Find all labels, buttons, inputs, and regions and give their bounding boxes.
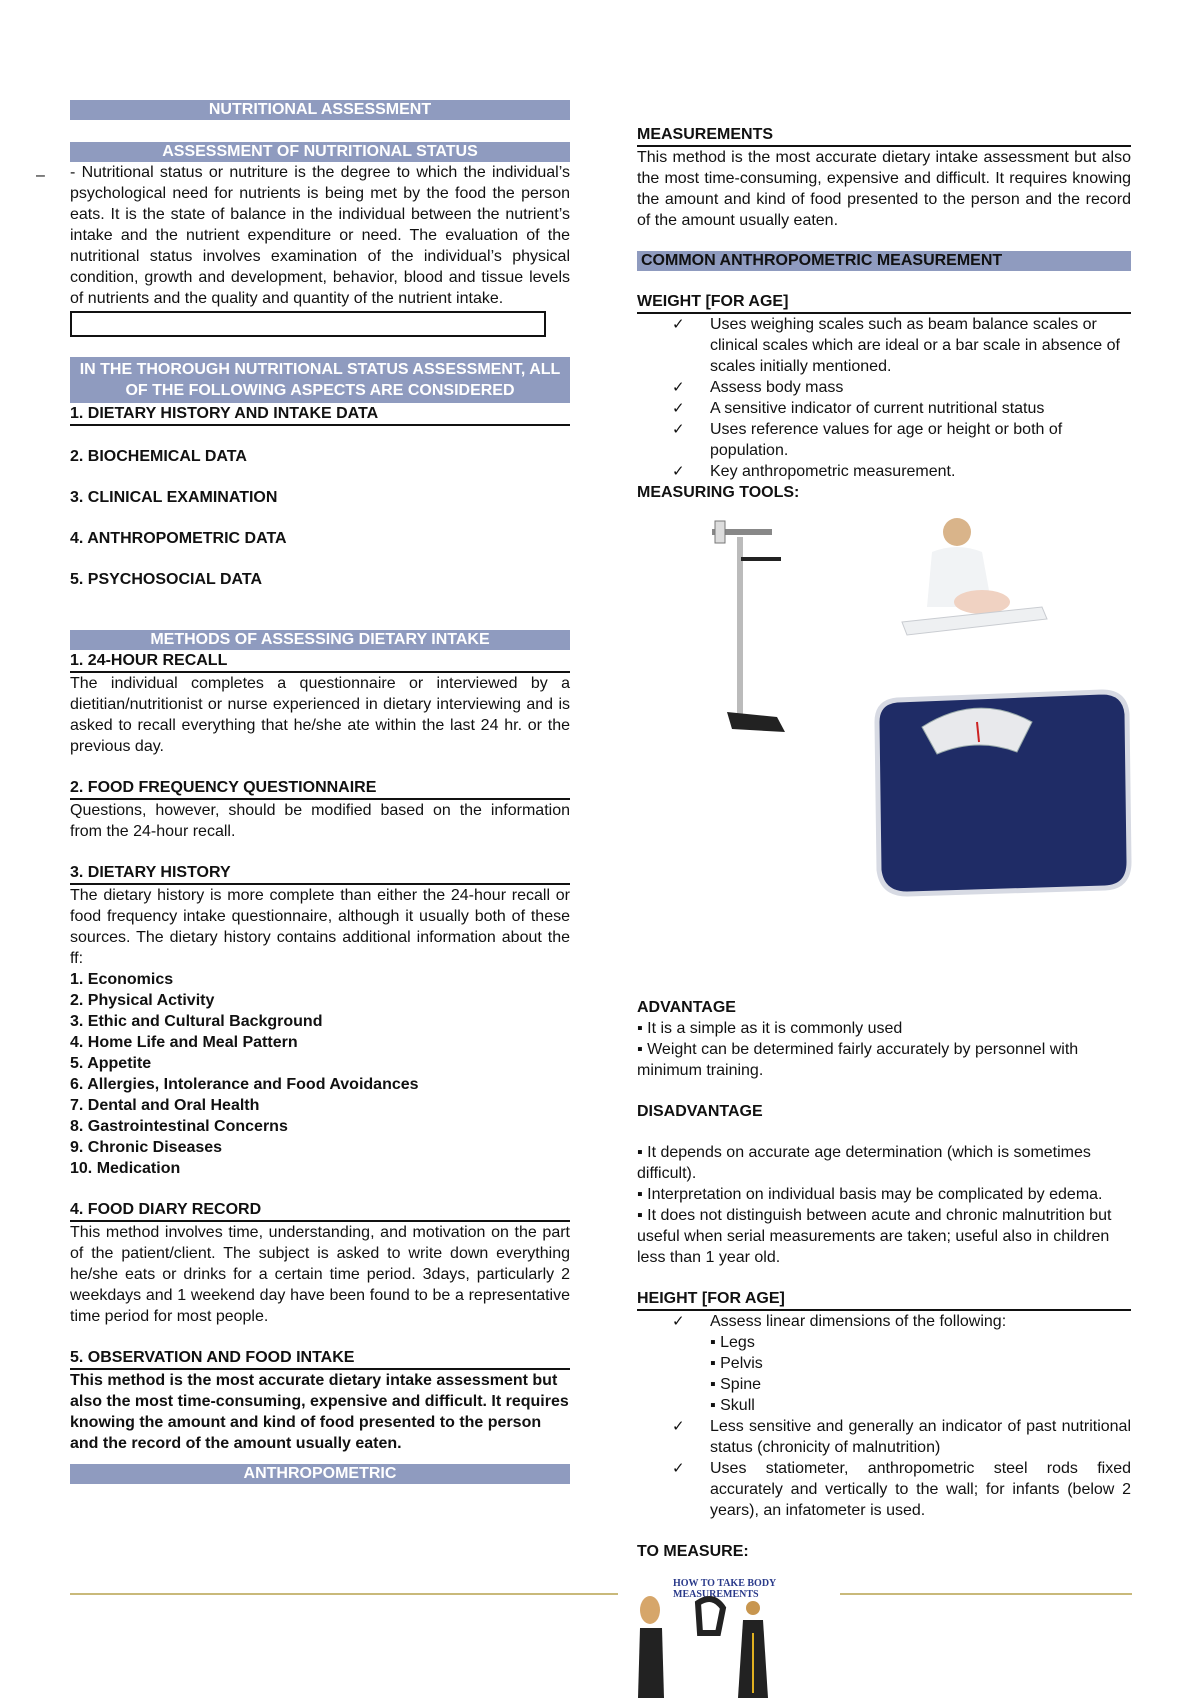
check-item-text: Assess linear dimensions of the following:	[710, 1313, 1007, 1330]
check-item: ✓ A sensitive indicator of current nutritional status	[672, 398, 1131, 419]
list-item: ▪ Spine	[710, 1376, 762, 1393]
list-item: ▪ Skull	[710, 1397, 755, 1414]
check-item: ✓ Uses statiometer, anthropometric steel rods fixed accurately and vertically to the wall; for infants (below 2 years), an infatometer is used.	[672, 1458, 1131, 1521]
intro-paragraph: - Nutritional status or nutriture is the degree to which the individual’s psychological need for nutrients is being met by the food the person eats. It is the state of balance in the individual between the nutrient’s intake and the nutrient expenditure or need. The evaluation of the nutritional status involves examination of the individual’s physical condition, growth and development, behavior, blood and tissue levels of nutrients and the quality and quantity of the nutrient intake.	[70, 164, 570, 307]
weight-checklist	[637, 314, 1131, 482]
tools-title: MEASURING TOOLS:	[637, 484, 800, 501]
disadvantage-list	[637, 1142, 1131, 1268]
list-item: 9. Chronic Diseases	[70, 1139, 223, 1156]
measuring-tools-images	[637, 507, 1131, 977]
method-2-text: Questions, however, should be modified based on the information from the 24-hour recall.	[70, 802, 570, 840]
method-5-title: 5. OBSERVATION AND FOOD INTAKE	[70, 1347, 570, 1370]
weight-title: WEIGHT [FOR AGE]	[637, 291, 1131, 314]
aspect-4: 4. ANTHROPOMETRIC DATA	[70, 530, 287, 547]
body-measurements-poster	[628, 1570, 838, 1698]
to-measure-title: TO MEASURE:	[637, 1543, 749, 1560]
method-1-text: The individual completes a questionnaire or interviewed by a dietitian/nutritionist or nurse experienced in dietary interviewing and is asked to recall everything that he/she ate within the last 24 hr. or the previous day.	[70, 675, 570, 755]
aspect-5: 5. PSYCHOSOCIAL DATA	[70, 571, 263, 588]
footer-rule-right	[840, 1593, 1132, 1595]
check-item: ✓ Uses weighing scales such as beam balance scales or clinical scales which are ideal or a bar scale in absence of scales initially mentioned.	[672, 314, 1131, 377]
method-2-title: 2. FOOD FREQUENCY QUESTIONNAIRE	[70, 777, 570, 800]
list-item: 5. Appetite	[70, 1055, 152, 1072]
poster-title: HOW TO TAKE BODY MEASUREMENTS	[673, 1578, 776, 1600]
section-bar-methods: METHODS OF ASSESSING DIETARY INTAKE	[70, 630, 570, 650]
dietary-history-list	[70, 969, 570, 1179]
height-checklist	[637, 1311, 1131, 1521]
method-1-title: 1. 24-HOUR RECALL	[70, 650, 570, 673]
list-item: 8. Gastrointestinal Concerns	[70, 1118, 288, 1135]
aspect-1: 1. DIETARY HISTORY AND INTAKE DATA	[70, 403, 570, 426]
list-item: ▪ It does not distinguish between acute and chronic malnutrition but useful when serial measurements are taken; useful also in children less than 1 year old.	[637, 1207, 1112, 1266]
section-bar-anthropometric: ANTHROPOMETRIC	[70, 1464, 570, 1484]
measurements-text: This method is the most accurate dietary intake assessment but also the most time-consuming, expensive and difficult. It requires knowing the amount and kind of food presented to the person and the record of the amount usually eaten.	[637, 149, 1131, 229]
section-bar-assessment-status: ASSESSMENT OF NUTRITIONAL STATUS	[70, 142, 570, 162]
list-item: 3. Ethic and Cultural Background	[70, 1013, 323, 1030]
list-item: ▪ Interpretation on individual basis may be complicated by edema.	[637, 1186, 1103, 1203]
list-item: 10. Medication	[70, 1160, 181, 1177]
check-item: ✓ Uses reference values for age or height or both of population.	[672, 419, 1131, 461]
beam-scale-image	[707, 517, 797, 737]
section-bar-nutritional-assessment: NUTRITIONAL ASSESSMENT	[70, 100, 570, 120]
check-item: ✓ Less sensitive and generally an indicator of past nutritional status (chronicity of malnutrition)	[672, 1416, 1131, 1458]
height-sublist	[710, 1332, 1131, 1416]
list-item: 7. Dental and Oral Health	[70, 1097, 260, 1114]
section-bar-aspects: IN THE THOROUGH NUTRITIONAL STATUS ASSESSMENT, ALL OF THE FOLLOWING ASPECTS ARE CONSIDERED	[70, 357, 570, 403]
method-4-text: This method involves time, understanding, and motivation on the part of the patient/client. The subject is asked to write down everything he/she eats or drinks for a certain time period. 3days, particularly 2 weekdays and 1 weekend day have been found to be a representative time period for most people.	[70, 1224, 570, 1325]
list-item: 2. Physical Activity	[70, 992, 215, 1009]
body-figures-image	[628, 1588, 828, 1698]
list-item: 1. Economics	[70, 971, 174, 988]
check-item	[672, 1311, 1131, 1416]
section-bar-common-measurement: COMMON ANTHROPOMETRIC MEASUREMENT	[637, 251, 1131, 271]
method-3-title: 3. DIETARY HISTORY	[70, 862, 570, 885]
check-item: ✓ Assess body mass	[672, 377, 1131, 398]
aspect-3: 3. CLINICAL EXAMINATION	[70, 489, 278, 506]
footer-rule-left	[70, 1593, 618, 1595]
aspect-2: 2. BIOCHEMICAL DATA	[70, 448, 247, 465]
list-item: ▪ Pelvis	[710, 1355, 763, 1372]
bathroom-scale-image	[867, 682, 1137, 902]
list-item: ▪ Legs	[710, 1334, 755, 1351]
method-4-title: 4. FOOD DIARY RECORD	[70, 1199, 570, 1222]
list-item: ▪ It depends on accurate age determination (which is sometimes difficult).	[637, 1144, 1091, 1182]
right-column	[637, 124, 1131, 1562]
left-column	[70, 100, 570, 1484]
list-item: 6. Allergies, Intolerance and Food Avoidances	[70, 1076, 419, 1093]
method-3-text: The dietary history is more complete than either the 24-hour recall or food frequency intake questionnaire, although it usually both of these sources. The dietary history contains additional information about the ff:	[70, 887, 570, 967]
height-title: HEIGHT [FOR AGE]	[637, 1288, 1131, 1311]
disadvantage-title: DISADVANTAGE	[637, 1103, 763, 1120]
list-item: ▪ Weight can be determined fairly accurately by personnel with minimum training.	[637, 1041, 1079, 1079]
margin-dash: –	[36, 167, 45, 184]
advantage-title: ADVANTAGE	[637, 999, 736, 1016]
measurements-title: MEASUREMENTS	[637, 124, 1131, 147]
list-item: ▪ It is a simple as it is commonly used	[637, 1020, 903, 1037]
check-item: ✓ Key anthropometric measurement.	[672, 461, 1131, 482]
method-5-text: This method is the most accurate dietary intake assessment but also the most time-consuming, expensive and difficult. It requires knowing the amount and kind of food presented to the person and the record of the amount usually eaten.	[70, 1372, 569, 1452]
baby-scale-image	[862, 507, 1062, 657]
advantage-list	[637, 1018, 1131, 1081]
list-item: 4. Home Life and Meal Pattern	[70, 1034, 298, 1051]
empty-text-box	[70, 311, 546, 337]
